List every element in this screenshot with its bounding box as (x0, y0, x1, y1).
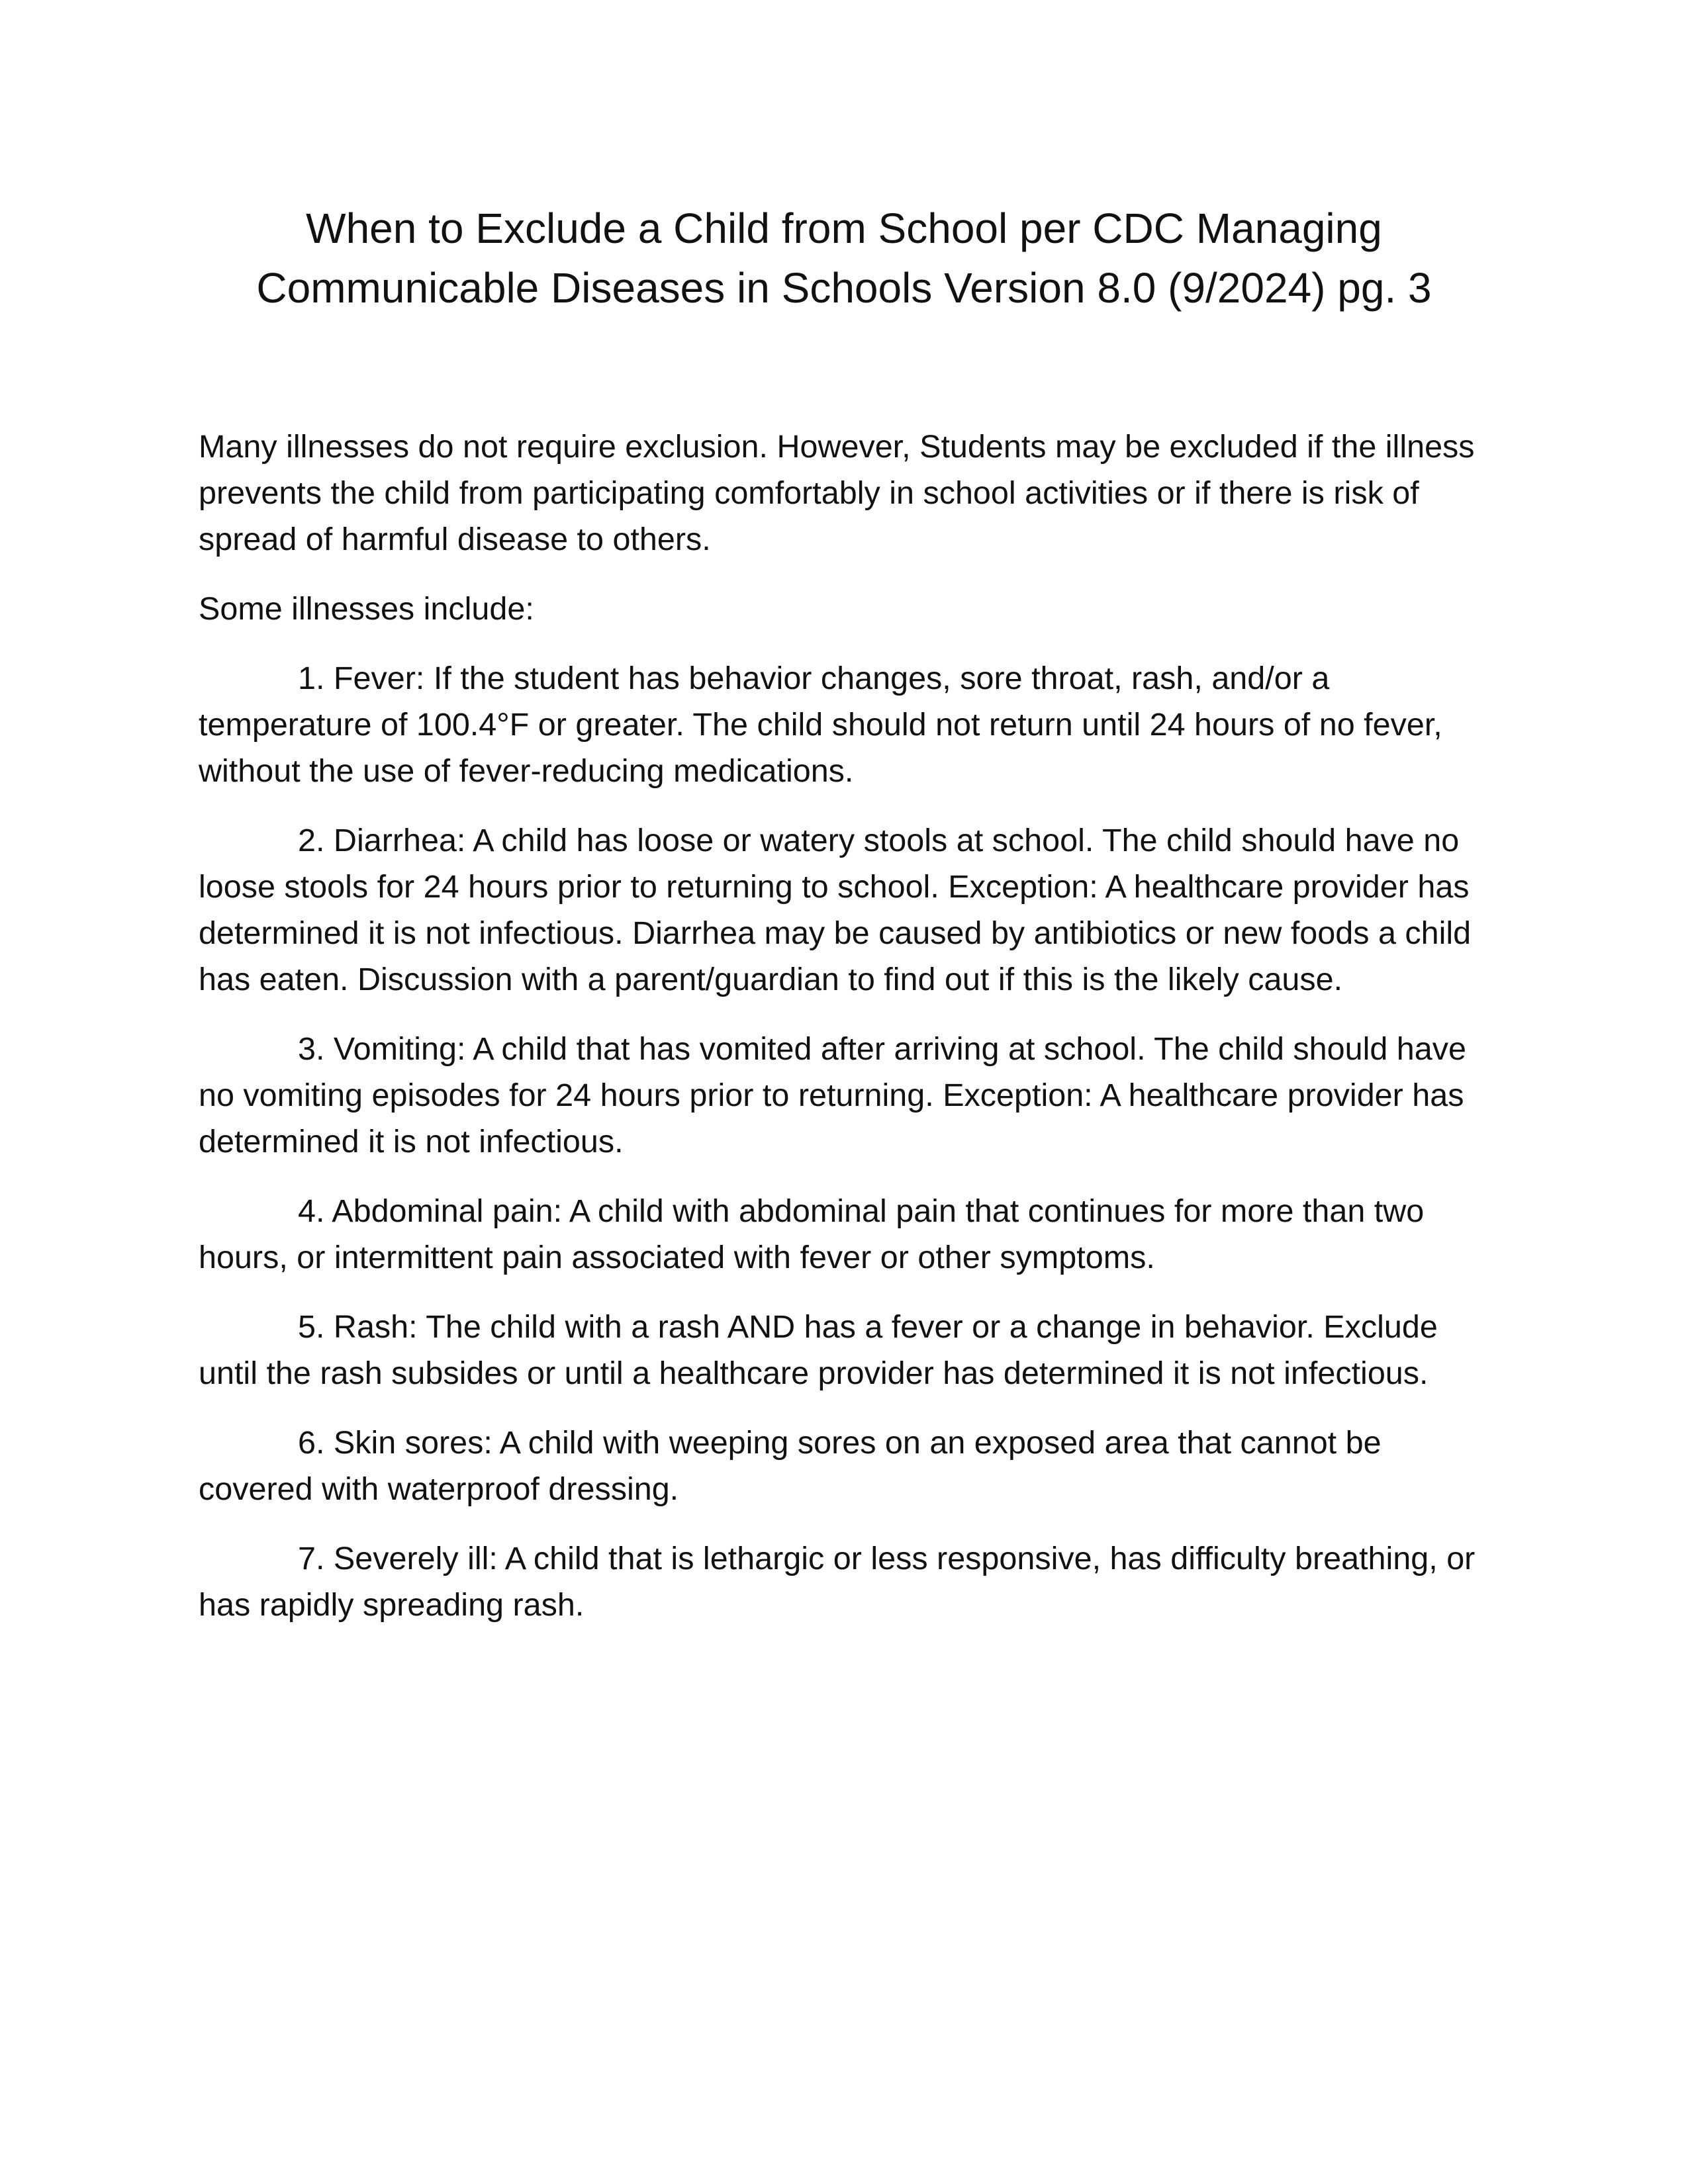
lead-in-text: Some illnesses include: (199, 591, 534, 627)
intro-paragraph: Many illnesses do not require exclusion. However, Students may be excluded if the illness prevents the child from participating comfortably in school activities or if there is risk of spread of harmful disease to others. (199, 429, 1475, 557)
list-item-abdominal-pain: 4. Abdominal pain: A child with abdominal pain that continues for more than two hours, or intermittent pain associated with fever or other symptoms. (199, 1193, 1425, 1275)
document-body (199, 424, 1489, 1651)
list-item-diarrhea: 2. Diarrhea: A child has loose or watery stools at school. The child should have no loose stools for 24 hours prior to returning to school. Exception: A healthcare provider has determined it is not infectious. Diarrhea may be caused by antibiotics or new foods a child has eaten. Discussion with a parent/guardian to find out if this is the likely cause. (199, 823, 1472, 997)
list-item-rash: 5. Rash: The child with a rash AND has a fever or a change in behavior. Exclude until the rash subsides or until a healthcare provider has determined it is not infectious. (199, 1309, 1438, 1391)
list-item-fever: 1. Fever: If the student has behavior changes, sore throat, rash, and/or a temperature of 100.4°F or greater. The child should not return until 24 hours of no fever, without the use of fever-reducing medications. (199, 660, 1442, 789)
list-item-vomiting: 3. Vomiting: A child that has vomited after arriving at school. The child should have no vomiting episodes for 24 hours prior to returning. Exception: A healthcare provider has determined it is not infectious. (199, 1031, 1466, 1160)
page-title (199, 199, 1489, 318)
title-line-1: When to Exclude a Child from School per CDC Managing (306, 205, 1382, 252)
list-item-severely-ill: 7. Severely ill: A child that is lethargic or less responsive, has difficulty breathing, or has rapidly spreading rash. (199, 1541, 1476, 1623)
title-line-2: Communicable Diseases in Schools Version 8.0 (9/2024) pg. 3 (256, 264, 1432, 312)
list-item-skin-sores: 6. Skin sores: A child with weeping sores on an exposed area that cannot be covered with waterproof dressing. (199, 1425, 1382, 1507)
